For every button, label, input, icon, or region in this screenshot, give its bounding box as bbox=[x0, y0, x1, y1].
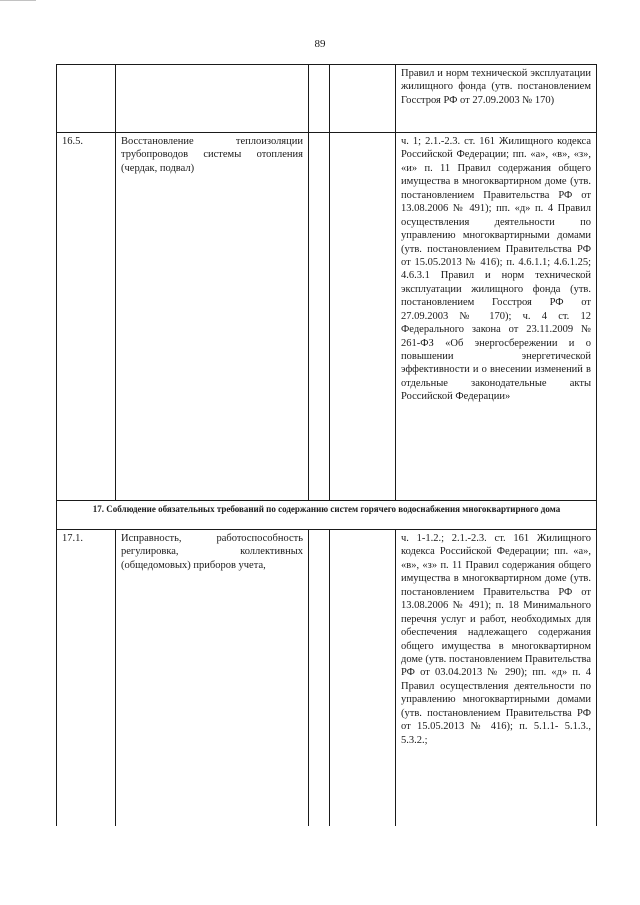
row-description: Исправность, работоспособность регулировка, коллективных (общедомовых) приборов учета, bbox=[116, 530, 309, 826]
row-empty-cell bbox=[309, 65, 330, 133]
requirements-table bbox=[56, 64, 597, 826]
row-number bbox=[57, 65, 116, 133]
row-description bbox=[116, 65, 309, 133]
page-number: 89 bbox=[314, 38, 326, 50]
row-number: 16.5. bbox=[57, 133, 116, 501]
table-row bbox=[57, 65, 597, 133]
row-empty-cell bbox=[330, 133, 396, 501]
row-legal-basis: ч. 1; 2.1.-2.3. ст. 161 Жилищного кодекса Российской Федерации; пп. «а», «в», «з», «и» п. 11 Правил содержания общего имущества в многоквартирном доме (утв. постановлением Правительства РФ от 13.08.2006 № 491); пп. «д» п. 4 Правил осуществления деятельности по управлению многоквартирными домами (утв. постановлением Правительства РФ от 15.05.2013 № 416); п. 4.6.1.1; 4.6.1.25; 4.6.3.1 Правил и норм технической эксплуатации жилищного фонда (утв. постановлением Госстроя РФ от 27.09.2003 № 170); ч. 4 ст. 12 Федерального закона от 23.11.2009 № 261-ФЗ «Об энергосбережении и о повышении энергетической эффективности и о внесении изменений в отдельные законодательные акты Российской Федерации» bbox=[396, 133, 597, 501]
row-description: Восстановление теплоизоляции трубопроводов системы отопления (чердак, подвал) bbox=[116, 133, 309, 501]
row-legal-basis: Правил и норм технической эксплуатации жилищного фонда (утв. постановлением Госстроя РФ от 27.09.2003 № 170) bbox=[396, 65, 597, 133]
section-title: 17. Соблюдение обязательных требований по содержанию систем горячего водоснабжения многоквартирного дома bbox=[57, 501, 597, 530]
scan-edge-mark bbox=[0, 0, 36, 7]
row-empty-cell bbox=[309, 530, 330, 826]
row-legal-basis: ч. 1-1.2.; 2.1.-2.3. ст. 161 Жилищного кодекса Российской Федерации; пп. «а», «в», «з» п. 11 Правил содержания общего имущества в многоквартирном доме (утв. постановлением Правительства РФ от 13.08.2006 № 491); п. 18 Минимального перечня услуг и работ, необходимых для обеспечения надлежащего содержания общего имущества в многоквартирном доме (утв. постановлением Правительства РФ от 03.04.2013 № 290); пп. «д» п. 4 Правил осуществления деятельности по управлению многоквартирными домами (утв. постановлением Правительства РФ от 15.05.2013 № 416); п. 5.1.1- 5.1.3., 5.3.2.; bbox=[396, 530, 597, 826]
section-header-row bbox=[57, 501, 597, 530]
table-row bbox=[57, 133, 597, 501]
row-empty-cell bbox=[309, 133, 330, 501]
row-empty-cell bbox=[330, 65, 396, 133]
table-row bbox=[57, 530, 597, 826]
row-number: 17.1. bbox=[57, 530, 116, 826]
row-empty-cell bbox=[330, 530, 396, 826]
